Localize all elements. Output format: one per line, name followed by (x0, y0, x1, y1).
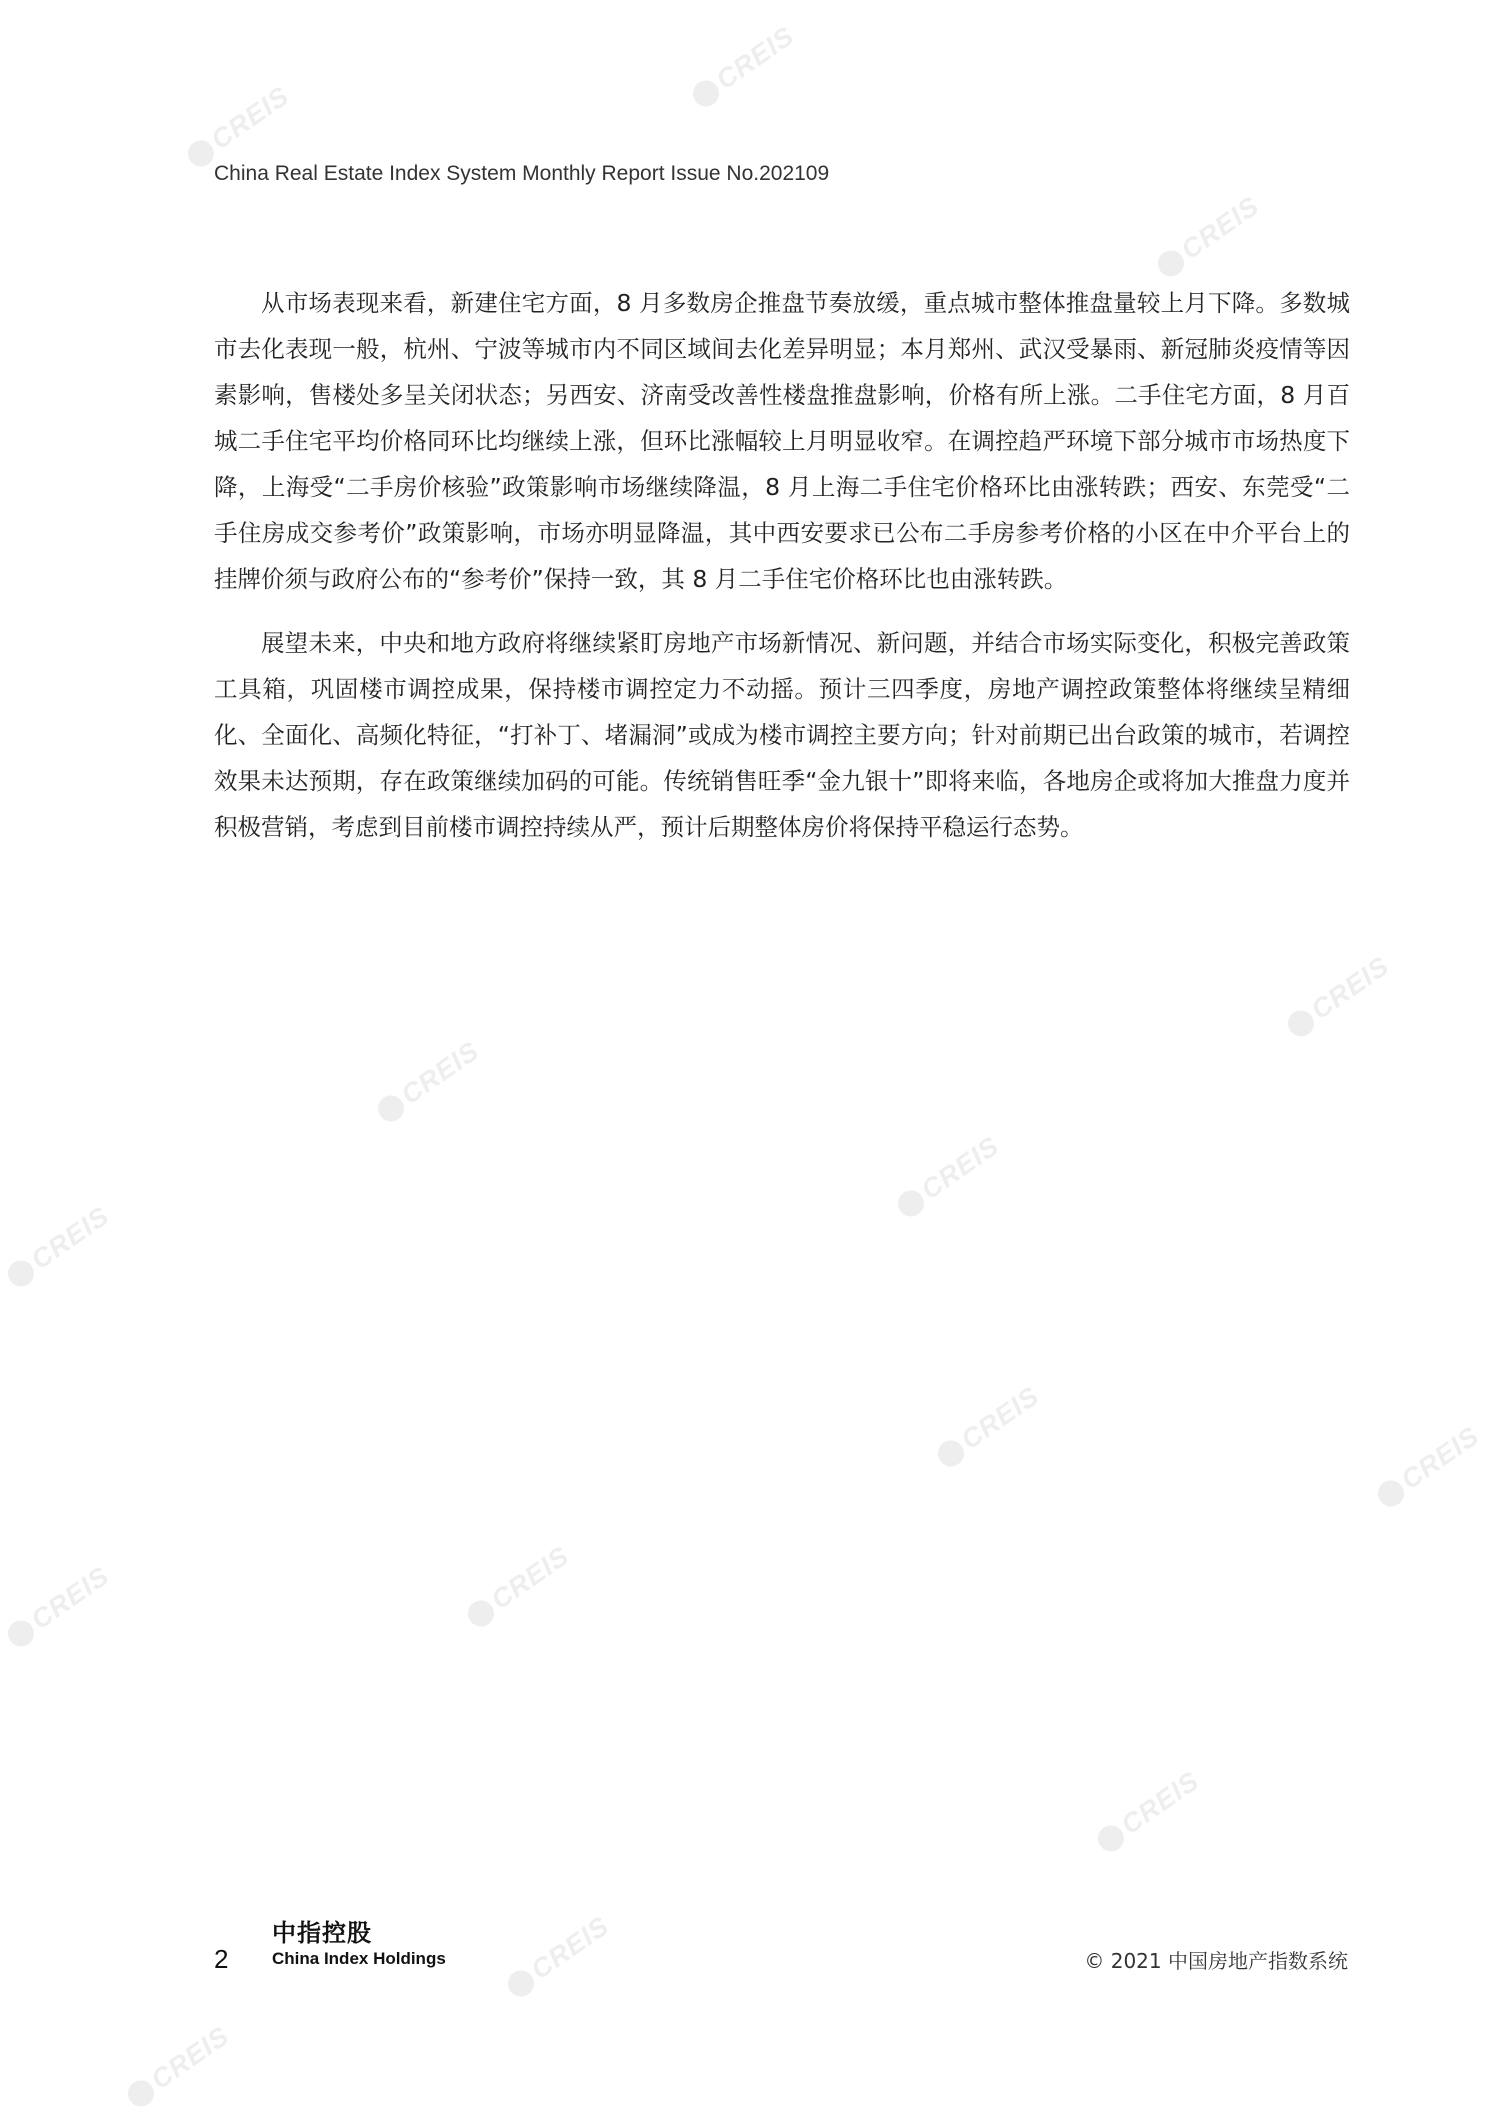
watermark-logo-icon (1093, 1820, 1129, 1856)
watermark-logo-icon (123, 2075, 159, 2111)
creis-watermark (1091, 1765, 1205, 1858)
watermark-logo-icon (1153, 245, 1189, 281)
creis-watermark (1, 1560, 115, 1653)
creis-watermark (1281, 950, 1395, 1043)
creis-watermark (1, 1200, 115, 1293)
paragraph-market-performance: 从市场表现来看，新建住宅方面，8 月多数房企推盘节奏放缓，重点城市整体推盘量较上月下降。多数城市去化表现一般，杭州、宁波等城市内不同区域间去化差异明显；本月郑州、武汉受暴雨、新冠肺炎疫情等因素影响，售楼处多呈关闭状态；另西安、济南受改善性楼盘推盘影响，价格有所上涨。二手住宅方面，8 月百城二手住宅平均价格同环比均继续上涨，但环比涨幅较上月明显收窄。在调控趋严环境下部分城市市场热度下降，上海受“二手房价核验”政策影响市场继续降温，8 月上海二手住宅价格环比由涨转跌；西安、东莞受“二手住房成交参考价”政策影响，市场亦明显降温，其中西安要求已公布二手房参考价格的小区在中介平台上的挂牌价须与政府公布的“参考价”保持一致，其 8 月二手住宅价格环比也由涨转跌。 (214, 289, 1350, 593)
watermark-text: CREIS (1175, 190, 1265, 266)
company-logo (272, 1918, 446, 1970)
watermark-text: CREIS (955, 1380, 1045, 1456)
watermark-logo-icon (503, 1965, 539, 2001)
watermark-text: CREIS (145, 2020, 235, 2096)
paragraph-outlook: 展望未来，中央和地方政府将继续紧盯房地产市场新情况、新问题，并结合市场实际变化，积极完善政策工具箱，巩固楼市调控成果，保持楼市调控定力不动摇。预计三四季度，房地产调控政策整体将继续呈精细化、全面化、高频化特征，“打补丁、堵漏洞”或成为楼市调控主要方向；针对前期已出台政策的城市，若调控效果未达预期，存在政策继续加码的可能。传统销售旺季“金九银十”即将来临，各地房企或将加大推盘力度并积极营销，考虑到目前楼市调控持续从严，预计后期整体房价将保持平稳运行态势。 (214, 629, 1350, 841)
watermark-logo-icon (933, 1435, 969, 1471)
watermark-text: CREIS (1305, 950, 1395, 1026)
creis-watermark (501, 1910, 615, 2003)
watermark-text: CREIS (205, 80, 295, 156)
watermark-text: CREIS (395, 1035, 485, 1111)
logo-chinese-name: 中指控股 (272, 1919, 372, 1947)
report-body (214, 280, 1350, 868)
creis-watermark (891, 1130, 1005, 1223)
creis-watermark (686, 20, 800, 113)
watermark-logo-icon (893, 1185, 929, 1221)
watermark-text: CREIS (525, 1910, 615, 1986)
watermark-logo-icon (3, 1615, 39, 1651)
copyright-notice: © 2021 中国房地产指数系统 (1084, 1949, 1348, 1973)
watermark-text: CREIS (25, 1200, 115, 1276)
creis-watermark (181, 80, 295, 173)
watermark-text: CREIS (710, 20, 800, 96)
watermark-text: CREIS (485, 1540, 575, 1616)
creis-watermark (121, 2020, 235, 2113)
watermark-logo-icon (1373, 1475, 1409, 1511)
watermark-logo-icon (3, 1255, 39, 1291)
watermark-logo-icon (373, 1090, 409, 1126)
page-number: 2 (214, 1944, 229, 1974)
watermark-logo-icon (1283, 1005, 1319, 1041)
creis-watermark (931, 1380, 1045, 1473)
creis-watermark (1371, 1420, 1485, 1513)
logo-english-name: China Index Holdings (272, 1949, 446, 1968)
watermark-logo-icon (463, 1595, 499, 1631)
report-header: China Real Estate Index System Monthly Report Issue No.202109 (214, 162, 830, 185)
creis-watermark (1151, 190, 1265, 283)
watermark-text: CREIS (1395, 1420, 1485, 1496)
watermark-text: CREIS (915, 1130, 1005, 1206)
creis-watermark (371, 1035, 485, 1128)
watermark-text: CREIS (1115, 1765, 1205, 1841)
creis-watermark (461, 1540, 575, 1633)
watermark-text: CREIS (25, 1560, 115, 1636)
watermark-logo-icon (688, 75, 724, 111)
